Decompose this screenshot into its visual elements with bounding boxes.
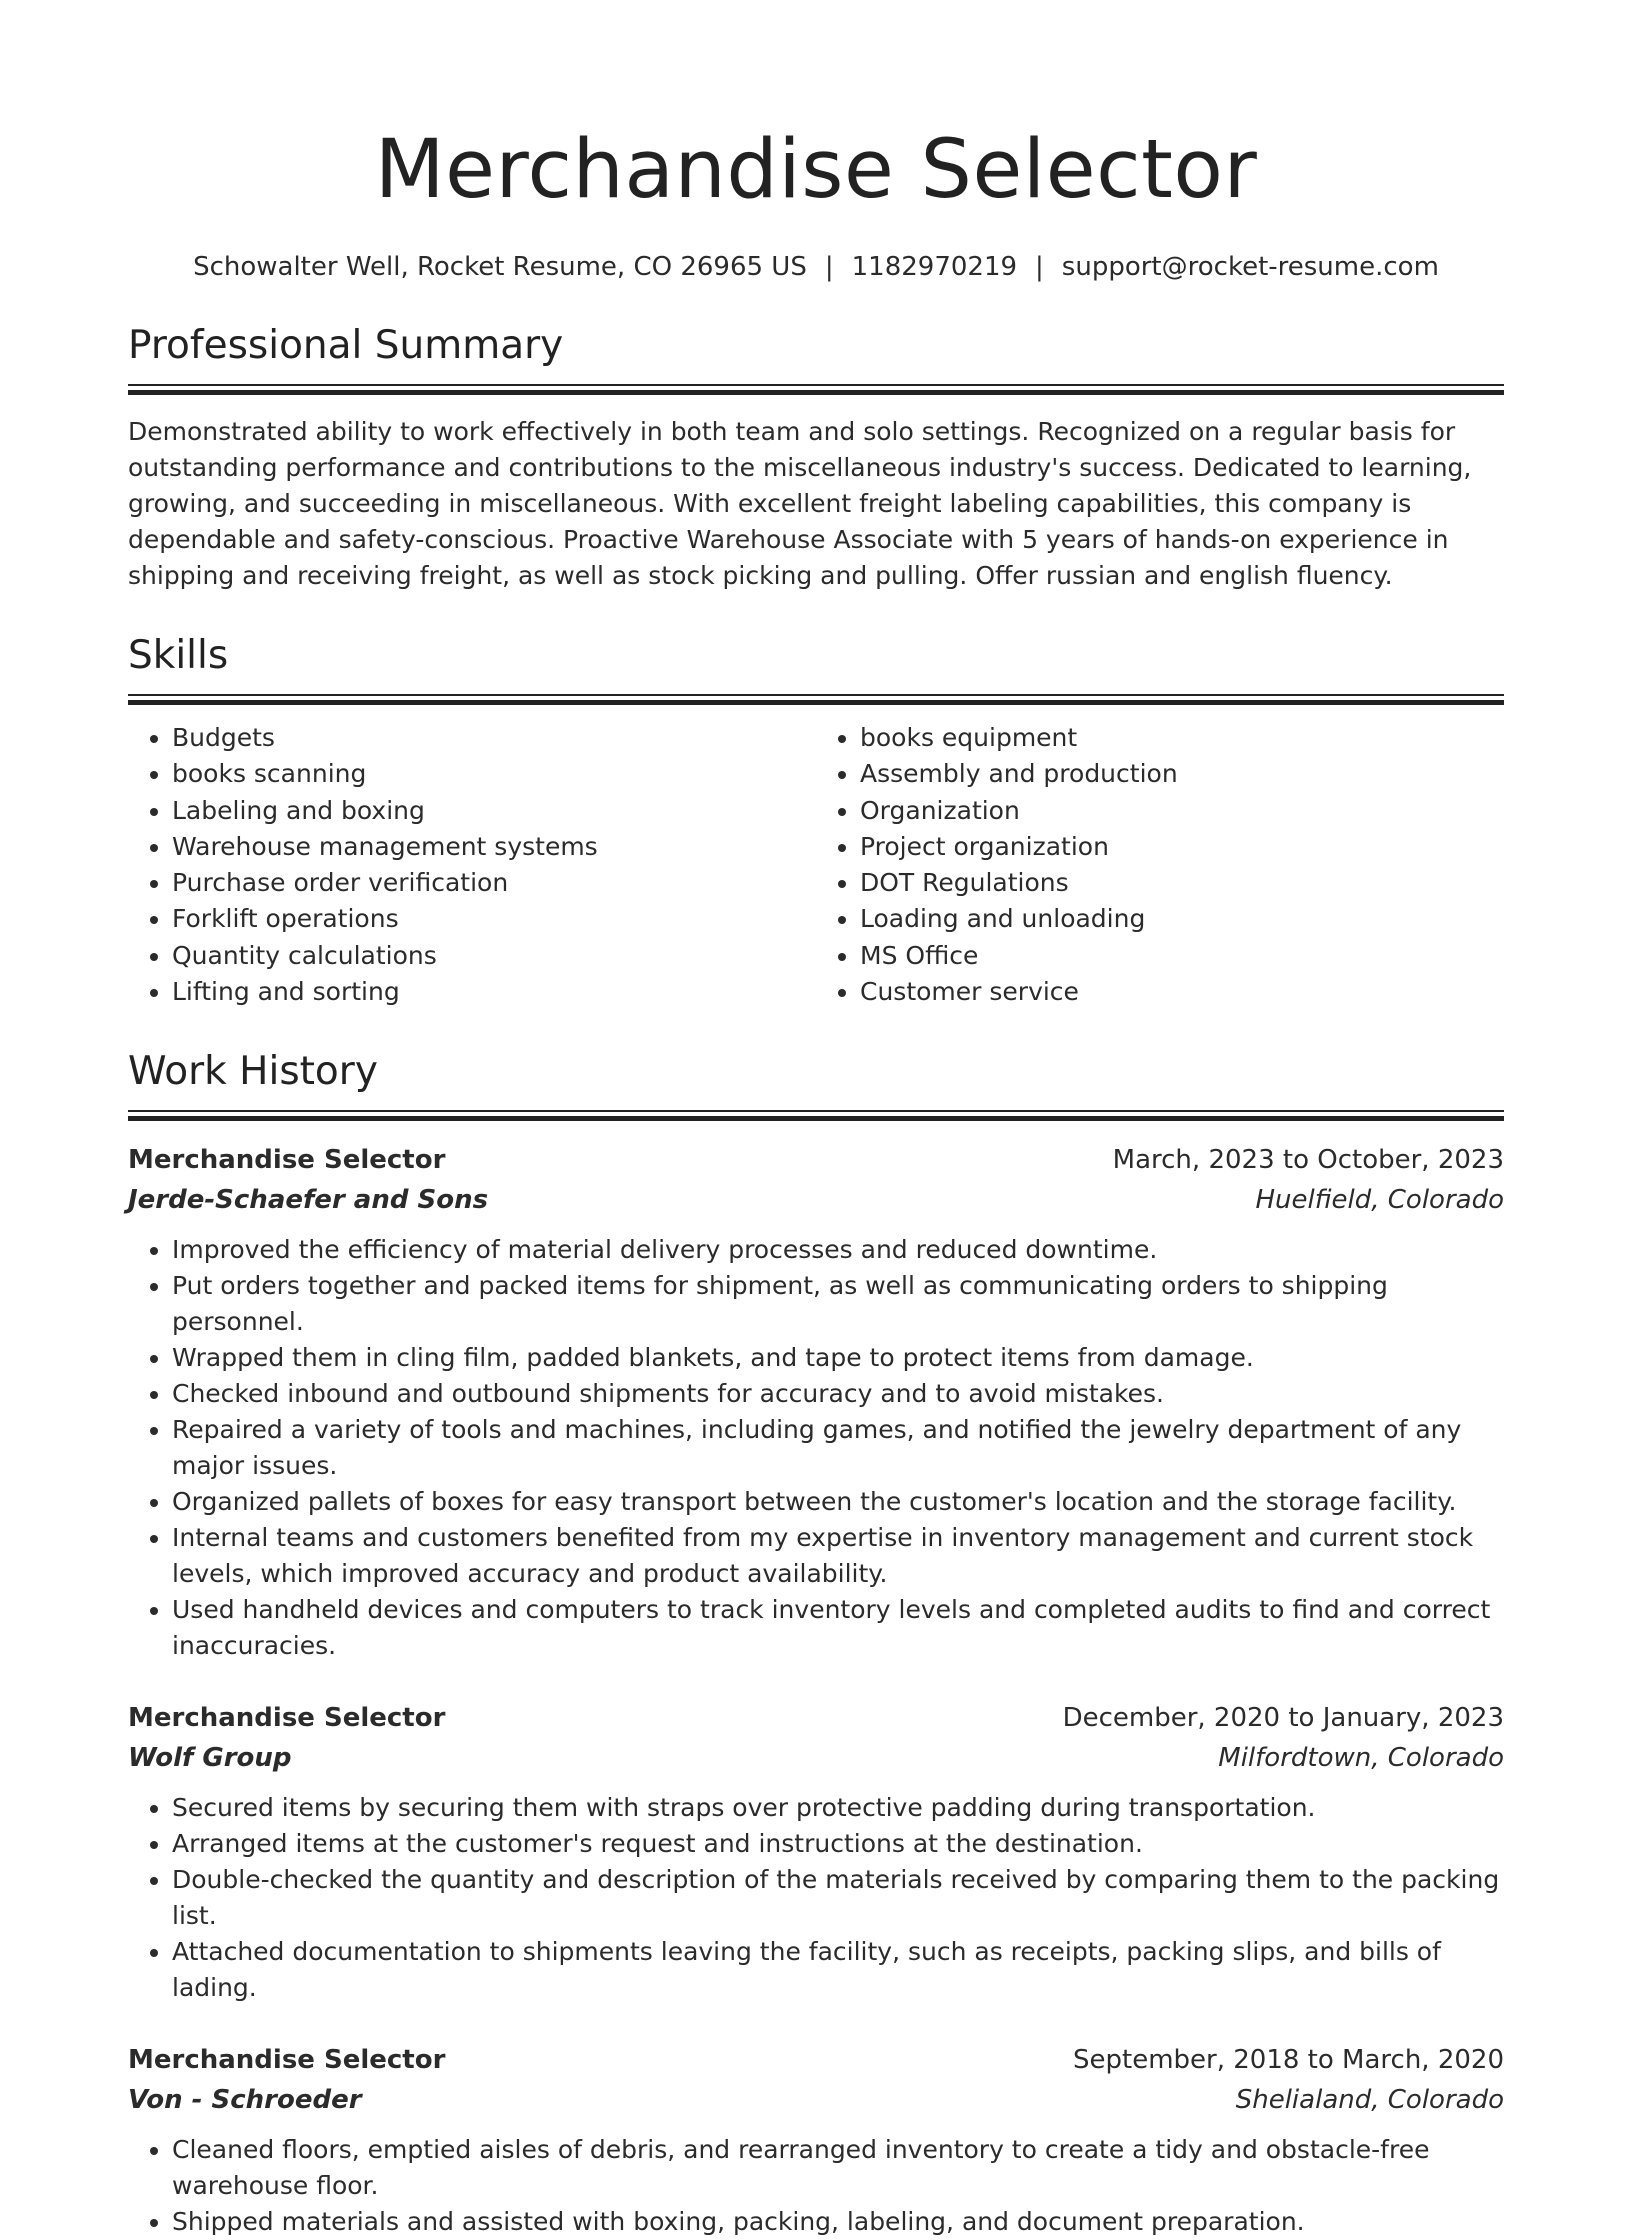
job-dates: March, 2023 to October, 2023	[1112, 1145, 1504, 1176]
job-company-row	[128, 1738, 1504, 1778]
resume-name: Merchandise Selector	[374, 123, 1258, 217]
skill-item: • Purchase order verification	[172, 865, 816, 901]
job-bullet: • Arranged items at the customer's request and instructions at the destination.	[172, 1826, 1504, 1862]
summary-text: Demonstrated ability to work effectively in both team and solo settings. Recognized on a regular basis for outstanding performance and contributions to the miscellaneous industry's success. Dedicated to learning, growing, and succeeding in miscellaneous. With excellent freight labeling capabilities, this company is dependable and safety-conscious. Proactive Warehouse Associate with 5 years of hands-on experience in shipping and receiving freight, as well as stock picking and pulling. Offer russian and english fluency.	[128, 417, 1472, 590]
skill-item: • Forklift operations	[172, 901, 816, 937]
job-bullet: • Cleaned floors, emptied aisles of debris, and rearranged inventory to create a tidy and obstacle-free warehouse floor.	[172, 2132, 1504, 2204]
contact-separator: |	[824, 252, 834, 282]
skill-item: • Customer service	[860, 974, 1504, 1010]
work-history-section	[128, 1046, 1504, 2240]
skill-item: • MS Office	[860, 938, 1504, 974]
job-bullet: • Checked inbound and outbound shipments for accuracy and to avoid mistakes.	[172, 1376, 1504, 1412]
skill-item: • Lifting and sorting	[172, 974, 816, 1010]
section-divider	[128, 1110, 1504, 1120]
skill-item: • Warehouse management systems	[172, 829, 816, 865]
skill-item: • Labeling and boxing	[172, 793, 816, 829]
job-entry	[128, 1698, 1504, 2006]
skill-item: • Assembly and production	[860, 756, 1504, 792]
skills-section	[128, 630, 1504, 1010]
job-company: Wolf Group	[128, 1743, 292, 1774]
skill-item: • books equipment	[860, 720, 1504, 756]
job-bullet: • Used handheld devices and computers to track inventory levels and completed audits to find and correct inaccuracies.	[172, 1592, 1504, 1664]
job-dates: December, 2020 to January, 2023	[1062, 1703, 1504, 1734]
contact-email: support@rocket-resume.com	[1061, 252, 1439, 282]
job-bullet: • Improved the efficiency of material delivery processes and reduced downtime.	[172, 1232, 1504, 1268]
job-bullet: • Wrapped them in cling film, padded blankets, and tape to protect items from damage.	[172, 1340, 1504, 1376]
job-bullet: • Internal teams and customers benefited from my expertise in inventory management and current stock levels, which improved accuracy and product availability.	[172, 1520, 1504, 1592]
summary-section	[128, 320, 1504, 594]
section-title-summary: Professional Summary	[128, 323, 564, 368]
section-title-skills: Skills	[128, 633, 229, 678]
section-title-work-history: Work History	[128, 1049, 378, 1095]
contact-address: Schowalter Well, Rocket Resume, CO 26965 US	[193, 252, 807, 282]
skills-columns	[128, 720, 1504, 1010]
skill-item: • DOT Regulations	[860, 865, 1504, 901]
job-header-row	[128, 1140, 1504, 1180]
contact-phone: 1182970219	[851, 252, 1018, 282]
job-entry	[128, 2040, 1504, 2240]
contact-line	[128, 250, 1504, 284]
skill-item: • Quantity calculations	[172, 938, 816, 974]
job-company: Von - Schroeder	[128, 2085, 362, 2116]
job-entry	[128, 1140, 1504, 1664]
contact-separator: |	[1035, 252, 1044, 282]
job-bullet: • Double-checked the quantity and description of the materials received by comparing them to the packing list.	[172, 1862, 1504, 1934]
skill-item: • Project organization	[860, 829, 1504, 865]
skill-item: • books scanning	[172, 756, 816, 792]
job-location: Huelfield, Colorado	[1255, 1185, 1504, 1216]
job-bullet: • Secured items by securing them with straps over protective padding during transportation.	[172, 1790, 1504, 1826]
job-company-row	[128, 2080, 1504, 2120]
skill-item: • Organization	[860, 793, 1504, 829]
job-title: Merchandise Selector	[128, 1703, 446, 1734]
skills-list-right	[816, 720, 1504, 1010]
job-title: Merchandise Selector	[128, 1145, 446, 1176]
job-bullet: • Attached documentation to shipments leaving the facility, such as receipts, packing slips, and bills of lading.	[172, 1934, 1504, 2006]
skill-item: • Budgets	[172, 720, 816, 756]
job-bullet: • Repaired a variety of tools and machines, including games, and notified the jewelry department of any major issues.	[172, 1412, 1504, 1484]
skills-list-left	[128, 720, 816, 1010]
job-header-row	[128, 1698, 1504, 1738]
skill-item: • Loading and unloading	[860, 901, 1504, 937]
section-divider	[128, 384, 1504, 394]
job-location: Shelialand, Colorado	[1235, 2085, 1504, 2116]
job-bullets	[128, 1232, 1504, 1664]
section-divider	[128, 694, 1504, 704]
job-title: Merchandise Selector	[128, 2045, 446, 2076]
job-bullet: • Put orders together and packed items for shipment, as well as communicating orders to shipping personnel.	[172, 1268, 1504, 1340]
job-bullet: • Shipped materials and assisted with boxing, packing, labeling, and document preparation.	[172, 2204, 1504, 2240]
job-location: Milfordtown, Colorado	[1218, 1743, 1504, 1774]
job-company-row	[128, 1180, 1504, 1220]
job-header-row	[128, 2040, 1504, 2080]
job-dates: September, 2018 to March, 2020	[1073, 2045, 1504, 2076]
job-bullets	[128, 1790, 1504, 2006]
job-bullet: • Organized pallets of boxes for easy transport between the customer's location and the storage facility.	[172, 1484, 1504, 1520]
job-bullets	[128, 2132, 1504, 2240]
job-company: Jerde-Schaefer and Sons	[128, 1185, 489, 1216]
